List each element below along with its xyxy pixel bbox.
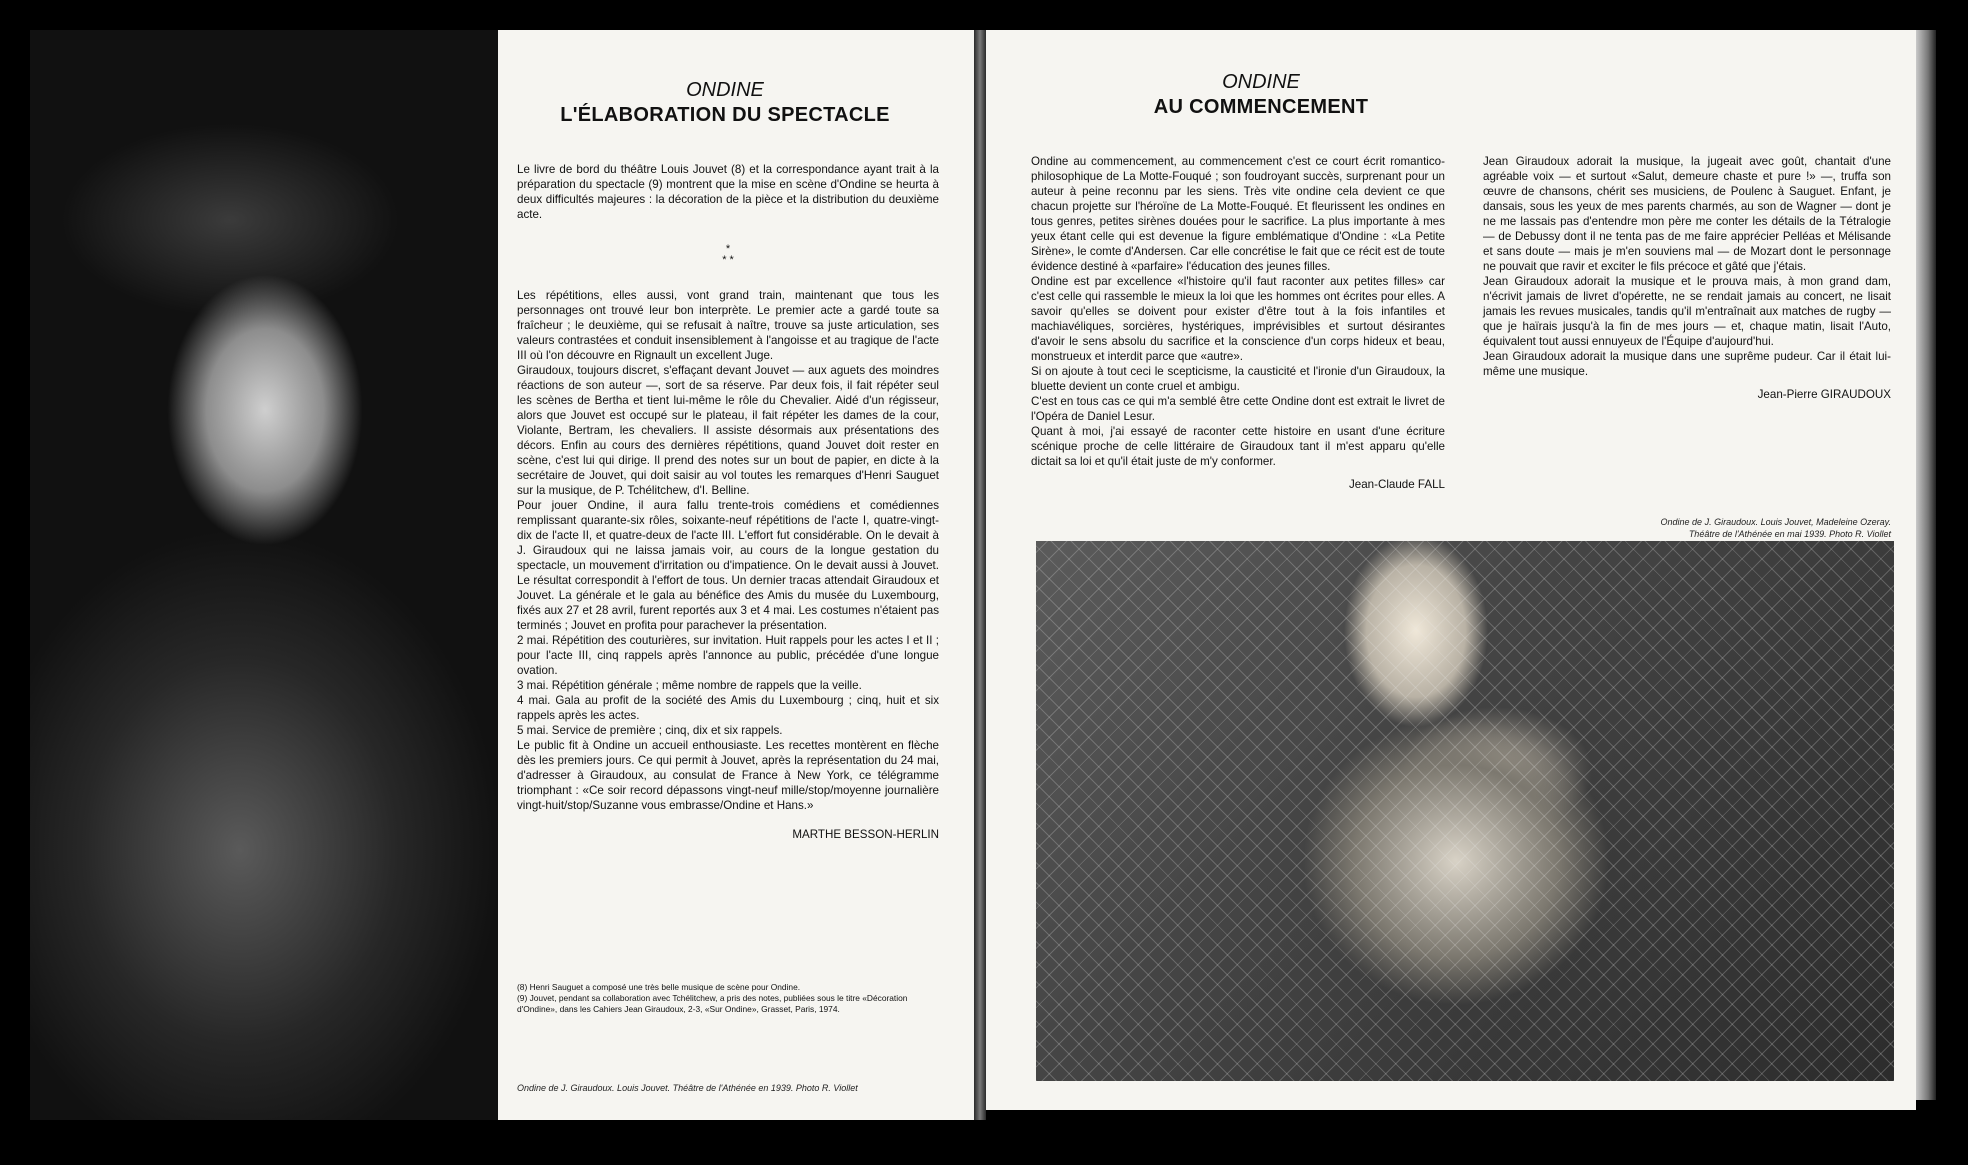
left-footnotes: [517, 982, 939, 1015]
left-paragraph: 4 mai. Gala au profit de la société des Amis du Luxembourg ; cinq, huit et six rappels après les actes.: [517, 694, 939, 722]
left-kicker: ONDINE: [686, 79, 764, 101]
right-column-1: [1031, 154, 1445, 492]
left-page: [30, 30, 974, 1120]
col2-signature: Jean-Pierre GIRAUDOUX: [1757, 388, 1891, 401]
asterism-bottom: * *: [722, 254, 734, 266]
page-edge: [1916, 30, 1936, 1100]
left-title: L'ÉLABORATION DU SPECTACLE: [560, 104, 890, 126]
left-signature: MARTHE BESSON-HERLIN: [792, 828, 939, 841]
right-paragraph: Jean Giraudoux adorait la musique dans une suprême pudeur. Car il était lui-même une musique.: [1483, 350, 1891, 378]
left-article: [517, 162, 939, 842]
right-photo-caption: [1483, 516, 1891, 540]
right-paragraph: Quant à moi, j'ai essayé de raconter cette histoire en usant d'une écriture scénique proche de celle littéraire de Giraudoux tant il m'est apparu qu'elle dictait sa loi et qu'il était juste de m'y conformer.: [1031, 425, 1445, 468]
left-paragraph: Giraudoux, toujours discret, s'effaçant devant Jouvet — aux aguets des moindres réactions de son auteur —, sort de sa réserve. Par deux fois, il fait répéter seul les scènes de Bertha et tient lui-même le rôle du Chevalier. Aidé d'un régisseur, alors que Jouvet est occupé sur le plateau, il fait répéter les dames de la cour, Violante, Bertram, les chevaliers. Il assiste désormais aux présentations des décors. Enfin au cours des dernières répétitions, quand Jouvet doit rester en scène, c'est lui qui dirige. Il prend des notes sur un bout de papier, en dicte à la secrétaire de Jouvet, qui doit saisir au vol toutes les remarques d'Henri Sauguet sur la musique, de P. Tchélitchew, d'I. Belline.: [517, 364, 939, 497]
left-heading: [510, 78, 940, 128]
right-paragraph: Ondine est par excellence «l'histoire qu'il faut raconter aux petites filles» car c'est celle qui rassemble le mieux la loi que les hommes ont écrites pour elles. A savoir qu'elles se doivent pour exister d'être tout à la fois infantiles et machiavéliques, sorcières, hystériques, imprévisibles et surtout désirantes d'avoir le sens absolu du sacrifice et la conscience d'un corps hideux et beau, monstrueux et interdit parce que «autre».: [1031, 275, 1445, 363]
right-paragraph: Jean Giraudoux adorait la musique et le prouva mais, à mon grand dam, n'écrivit jamais de livret d'opérette, ne se rendait jamais au concert, ne lisait jamais les revues musicales, tandis qu'il m'entraînait aux matches de rugby — que je haïrais jusqu'à la fin de mes jours — et, chaque matin, lisait l'Auto, équivalent tout aussi ennuyeux de l'Équipe d'aujourd'hui.: [1483, 275, 1891, 348]
left-paragraph: Pour jouer Ondine, il aura fallu trente-trois comédiens et comédiennes remplissant quarante-six rôles, soixante-neuf répétitions de l'acte I, quatre-vingt-dix de l'acte II, et quatre-deux de l'acte III. L'effort fut considérable. On le devait à J. Giraudoux qui ne laissa jamais voir, au cours de la longue gestation du spectacle, un mouvement d'irritation ou d'impatience. On le devait aussi à Jouvet. Le résultat correspondit à l'effort de tous. Un dernier tracas attendait Giraudoux et Jouvet. La générale et le gala au bénéfice des Amis du musée du Luxembourg, fixés aux 27 et 28 avril, furent reportés aux 3 et 4 mai. Les costumes n'étaient pas terminés ; Jouvet en profita pour parachever la présentation.: [517, 499, 939, 632]
footnote-8: (8) Henri Sauguet a composé une très belle musique de scène pour Ondine.: [517, 982, 801, 992]
right-heading: [1046, 70, 1476, 120]
right-paragraph: Jean Giraudoux adorait la musique, la jugeait avec goût, chantait d'une agréable voix — et surtout «Salut, demeure chaste et pure !» —, truffa son œuvre de chansons, chérit ses musiciens, de Poulenc à Sauguet. Enfant, je dansais, sous les yeux de mes parents charmés, au son de Wagner — dont je ne me lassais pas d'entendre mon père me conter les détails de la Tétralogie — de Debussy dont il ne tenta pas de me faire apprécier Pelléas et Mélisande et sans doute — mais je m'en souviens mal — de Mozart dont le personnage ne pouvait que ravir et exciter le fils précoce et gâté que j'étais.: [1483, 155, 1891, 273]
left-paragraph: Le public fit à Ondine un accueil enthousiaste. Les recettes montèrent en flèche dès les premiers jours. Ce qui permit à Jouvet, après la représentation du 24 mai, d'adresser à Giraudoux, au consulat de France à New York, ce télégramme triomphant : «Ce soir record dépassons vingt-neuf mille/stop/moyenne journalière vingt-huit/stop/Suzanne vous embrasse/Ondine et Hans.»: [517, 739, 939, 812]
asterism-top: *: [725, 243, 731, 255]
left-photo-caption: Ondine de J. Giraudoux. Louis Jouvet. Théâtre de l'Athénée en 1939. Photo R. Viollet: [517, 1083, 858, 1093]
left-paragraph: 5 mai. Service de première ; cinq, dix et six rappels.: [517, 724, 783, 737]
right-photo-caption-line-1: Ondine de J. Giraudoux. Louis Jouvet, Madeleine Ozeray.: [1660, 517, 1891, 527]
right-paragraph: Ondine au commencement, au commencement c'est ce court écrit romantico-philosophique de La Motte-Fouqué ; son foudroyant succès, surprenant pour un auteur à peine reconnu par les siens. Très vite ondine cela devient ce que chacun projette sur l'héroïne de La Motte-Fouqué. Et fleurissent les ondines en tous genres, petites sirènes douées pour le sacrifice. La plus importante à mes yeux étant celle qui est devenue la figure emblématique d'Ondine : «La Petite Sirène», le comte d'Andersen. Car elle concrétise le fait que ce récit est de toute évidence destiné à «parfaire» l'éducation des jeunes filles.: [1031, 155, 1445, 273]
right-paragraph: Si on ajoute à tout ceci le scepticisme, la causticité et l'ironie d'un Giraudoux, la bluette devient un conte cruel et ambigu.: [1031, 365, 1445, 393]
jouvet-portrait-photo: [30, 30, 498, 1120]
col1-signature: Jean-Claude FALL: [1348, 478, 1445, 491]
book-spine: [974, 30, 986, 1120]
left-paragraph: Les répétitions, elles aussi, vont grand train, maintenant que tous les personnages ont trouvé leur bon interprète. Le premier acte a gardé toute sa fraîcheur ; le deuxième, qui se refusait à naître, trouve sa juste articulation, ses valeurs contrastées et conduit insensiblement à l'angoisse et au tragique de l'acte III où l'on découvre en Rignault un excellent Juge.: [517, 289, 939, 362]
right-title: AU COMMENCEMENT: [1153, 96, 1369, 118]
right-photo-caption-line-2: Théâtre de l'Athénée en mai 1939. Photo R. Viollet: [1688, 529, 1891, 539]
right-kicker: ONDINE: [1222, 71, 1300, 93]
left-paragraph: 3 mai. Répétition générale ; même nombre de rappels que la veille.: [517, 679, 862, 692]
left-intro: Le livre de bord du théâtre Louis Jouvet (8) et la correspondance ayant trait à la préparation du spectacle (9) montrent que la mise en scène d'Ondine se heurta à deux difficultés majeures : la décoration de la pièce et la distribution du deuxième acte.: [517, 163, 939, 221]
ondine-stage-photo: [1036, 541, 1894, 1081]
left-paragraph: 2 mai. Répétition des couturières, sur invitation. Huit rappels pour les actes I et II ; pour l'acte III, cinq rappels après l'annonce au public, précédée d'une longue ovation.: [517, 634, 939, 677]
right-column-2: [1483, 154, 1891, 402]
fishing-net-overlay: [1036, 541, 1894, 1081]
right-paragraph: C'est en tous cas ce qui m'a semblé être cette Ondine dont est extrait le livret de l'Opéra de Daniel Lesur.: [1031, 395, 1445, 423]
footnote-9: (9) Jouvet, pendant sa collaboration avec Tchélitchew, a pris des notes, publiées sous le titre «Décoration d'Ondine», dans les Cahiers Jean Giraudoux, 2-3, «Sur Ondine», Grasset, Paris, 1974.: [517, 993, 908, 1014]
right-page: [986, 30, 1916, 1110]
